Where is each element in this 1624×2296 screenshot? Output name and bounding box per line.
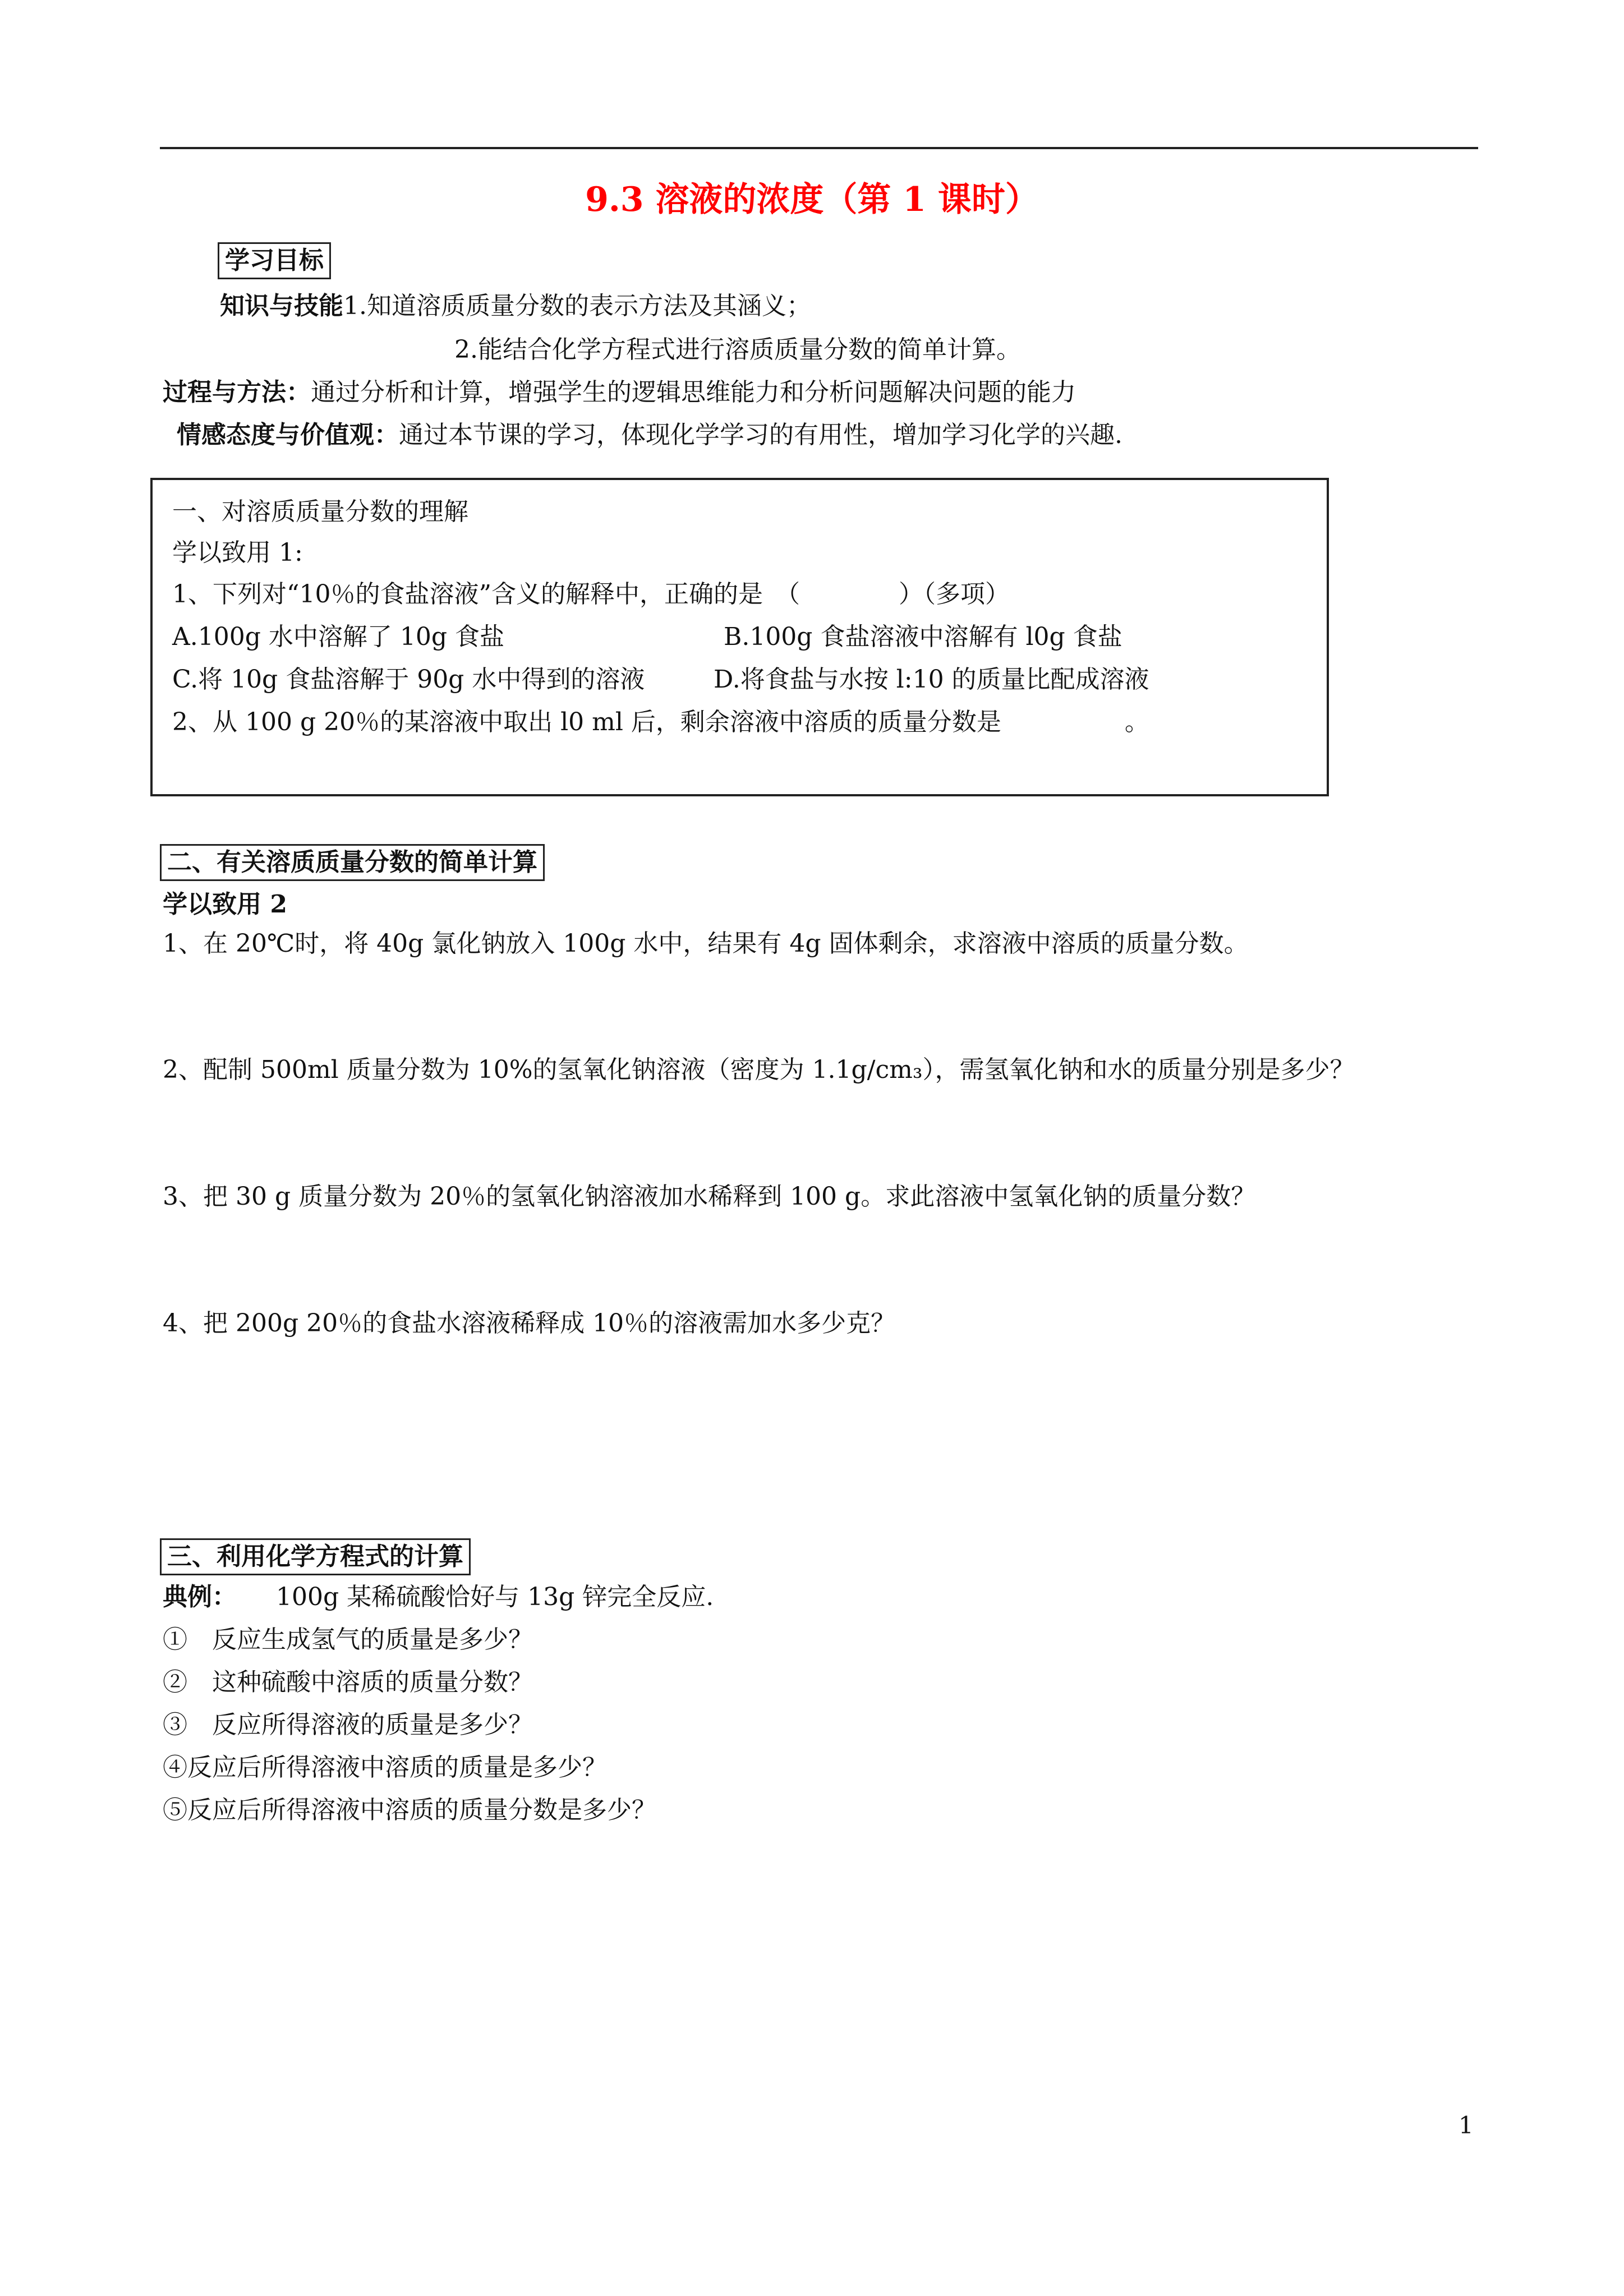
process-text: 通过分析和计算，增强学生的逻辑思维能力和分析问题解决问题的能力 xyxy=(311,378,1076,407)
page-title: 9.3 溶液的浓度（第 1 课时） xyxy=(585,180,1039,219)
example-label: 典例： xyxy=(163,1583,237,1611)
example-line xyxy=(163,1582,714,1613)
section2-heading: 二、有关溶质质量分数的简单计算 xyxy=(160,844,545,881)
section3-heading: 三、利用化学方程式的计算 xyxy=(160,1538,471,1575)
section3-question-3: ③ 反应所得溶液的质量是多少？ xyxy=(163,1711,533,1739)
option-d: D.将食盐与水按 l:10 的质量比配成溶液 xyxy=(714,665,1149,694)
emotion-label: 情感态度与价值观： xyxy=(177,421,399,449)
section2-subheading: 学以致用 2 xyxy=(163,890,287,919)
example-text: 100g 某稀硫酸恰好与 13g 锌完全反应. xyxy=(276,1583,714,1611)
page-number: 1 xyxy=(1459,2111,1474,2139)
section1-question-2: 2、从 100 g 20％的某溶液中取出 l0 ml 后，剩余溶液中溶质的质量分数是 。 xyxy=(172,708,1149,736)
knowledge-item-1: 1.知道溶质质量分数的表示方法及其涵义； xyxy=(343,292,811,320)
option-b: B.100g 食盐溶液中溶解有 l0g 食盐 xyxy=(724,623,1122,651)
section1-heading: 一、对溶质质量分数的理解 xyxy=(172,497,468,526)
section3-question-1: ① 反应生成氢气的质量是多少？ xyxy=(163,1625,533,1654)
knowledge-item-2: 2.能结合化学方程式进行溶质质量分数的简单计算。 xyxy=(454,335,1021,364)
section3-question-2: ② 这种硫酸中溶质的质量分数？ xyxy=(163,1668,533,1696)
option-c: C.将 10g 食盐溶解于 90g 水中得到的溶液 xyxy=(172,665,645,694)
header-rule xyxy=(160,147,1478,149)
section3-question-5: ⑤反应后所得溶液中溶质的质量分数是多少？ xyxy=(163,1796,656,1824)
section2-question-3: 3、把 30 g 质量分数为 20％的氢氧化钠溶液加水稀释到 100 g。求此溶液中氢氧化钠的质量分数？ xyxy=(163,1182,1256,1211)
emotion-text: 通过本节课的学习，体现化学学习的有用性，增加学习化学的兴趣. xyxy=(399,421,1122,449)
knowledge-line xyxy=(220,291,811,322)
section2-question-4: 4、把 200g 20％的食盐水溶液稀释成 10％的溶液需加水多少克？ xyxy=(163,1309,896,1338)
section2-question-2: 2、配制 500ml 质量分数为 10%的氢氧化钠溶液（密度为 1.1g/cm₃），需氢氧化钠和水的质量分别是多少？ xyxy=(163,1055,1355,1084)
process-label: 过程与方法： xyxy=(163,378,311,407)
process-line xyxy=(163,377,1076,408)
emotion-line xyxy=(177,419,1122,451)
objectives-heading: 学习目标 xyxy=(218,242,331,279)
knowledge-label: 知识与技能 xyxy=(220,292,343,320)
section3-question-4: ④反应后所得溶液中溶质的质量是多少？ xyxy=(163,1753,607,1782)
section2-question-1: 1、在 20℃时，将 40g 氯化钠放入 100g 水中，结果有 4g 固体剩余，求溶液中溶质的质量分数。 xyxy=(163,929,1249,958)
option-a: A.100g 水中溶解了 10g 食盐 xyxy=(172,623,505,651)
section1-question-1: 1、下列对“10％的食盐溶液”含义的解释中，正确的是 （ ）（多项） xyxy=(172,580,1010,608)
section1-subheading: 学以致用 1: xyxy=(172,538,303,567)
